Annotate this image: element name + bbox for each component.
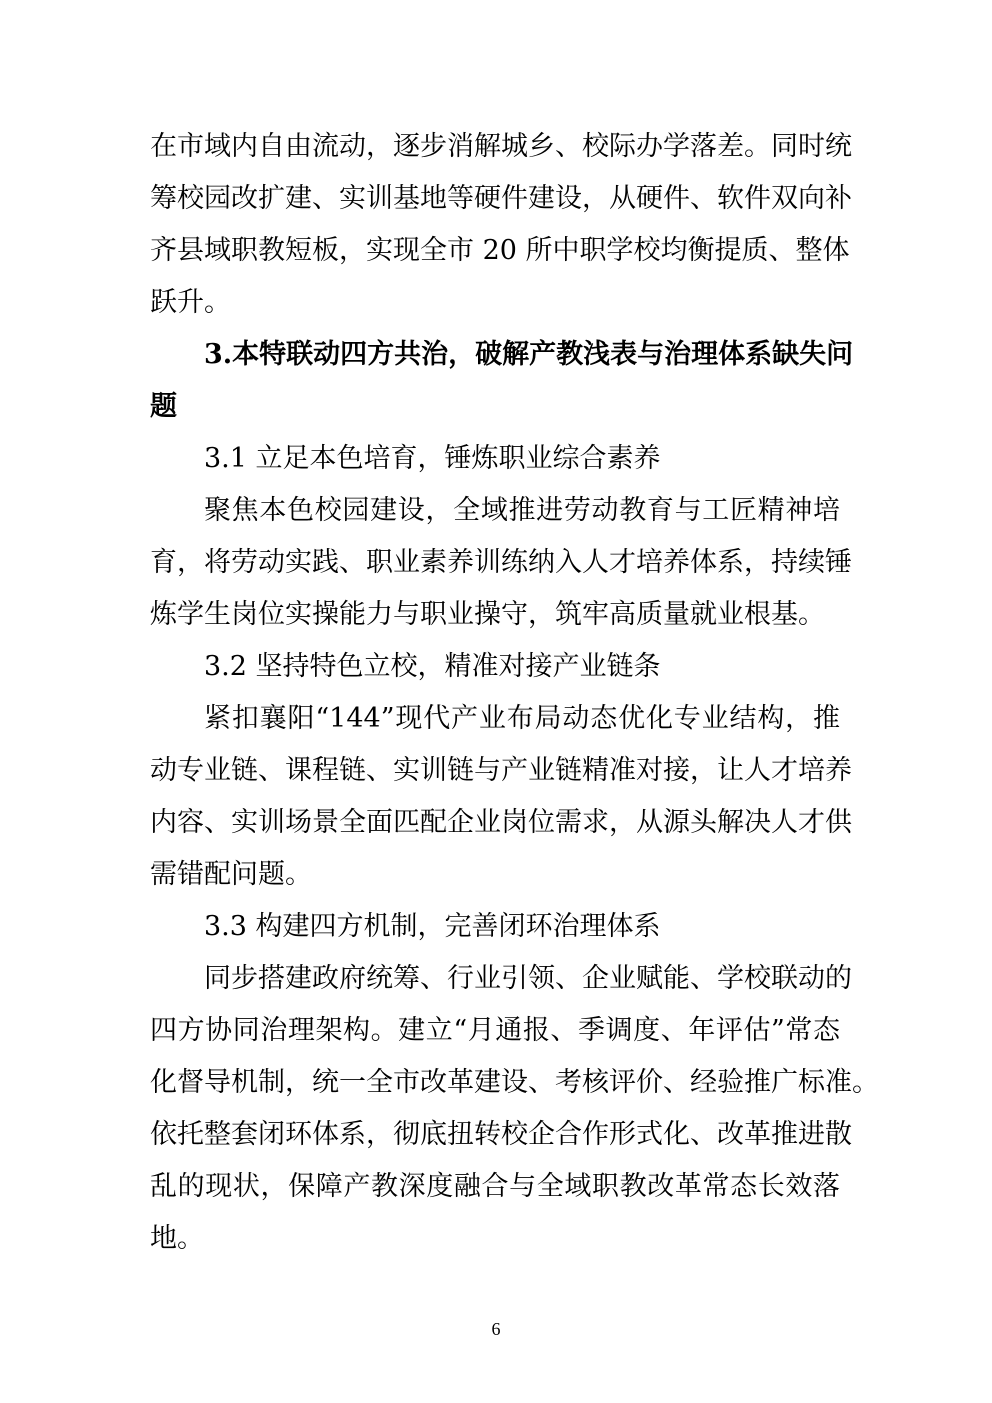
subsection-heading: 3.2 坚持特色立校，精准对接产业链条 [204, 651, 661, 682]
body-text-line: 化督导机制，统一全市改革建设、考核评价、经验推广标准。 [150, 1067, 879, 1098]
body-text-line: 跃升。 [150, 287, 231, 318]
body-text-line: 内容、实训场景全面匹配企业岗位需求，从源头解决人才供 [150, 807, 852, 838]
body-text-line: 育，将劳动实践、职业素养训练纳入人才培养体系，持续锤 [150, 547, 852, 578]
page-number: 6 [491, 1319, 501, 1339]
body-text-line: 齐县域职教短板，实现全市 20 所中职学校均衡提质、整体 [150, 235, 850, 266]
body-text-line: 地。 [150, 1223, 204, 1254]
body-text-line: 在市域内自由流动，逐步消解城乡、校际办学落差。同时统 [150, 131, 852, 162]
body-text-line: 依托整套闭环体系，彻底扭转校企合作形式化、改革推进散 [150, 1119, 852, 1150]
body-text-line: 炼学生岗位实操能力与职业操守，筑牢高质量就业根基。 [150, 599, 825, 630]
body-text-line: 乱的现状，保障产教深度融合与全域职教改革常态长效落 [150, 1171, 840, 1202]
subsection-heading: 3.1 立足本色培育，锤炼职业综合素养 [204, 443, 661, 474]
body-text-line: 筹校园改扩建、实训基地等硬件建设，从硬件、软件双向补 [150, 183, 852, 214]
section-heading-continued: 题 [150, 391, 177, 422]
body-text-line: 同步搭建政府统筹、行业引领、企业赋能、学校联动的 [204, 963, 852, 994]
body-text-line: 动专业链、课程链、实训链与产业链精准对接，让人才培养 [150, 755, 852, 786]
subsection-heading: 3.3 构建四方机制，完善闭环治理体系 [204, 911, 661, 942]
section-heading: 3.本特联动四方共治，破解产教浅表与治理体系缺失问 [204, 339, 854, 370]
body-text-line: 四方协同治理架构。建立“月通报、季调度、年评估”常态 [150, 1015, 840, 1046]
body-text-line: 需错配问题。 [150, 859, 312, 890]
body-text-line: 紧扣襄阳“144”现代产业布局动态优化专业结构，推 [204, 703, 840, 734]
body-text-line: 聚焦本色校园建设，全域推进劳动教育与工匠精神培 [204, 495, 840, 526]
